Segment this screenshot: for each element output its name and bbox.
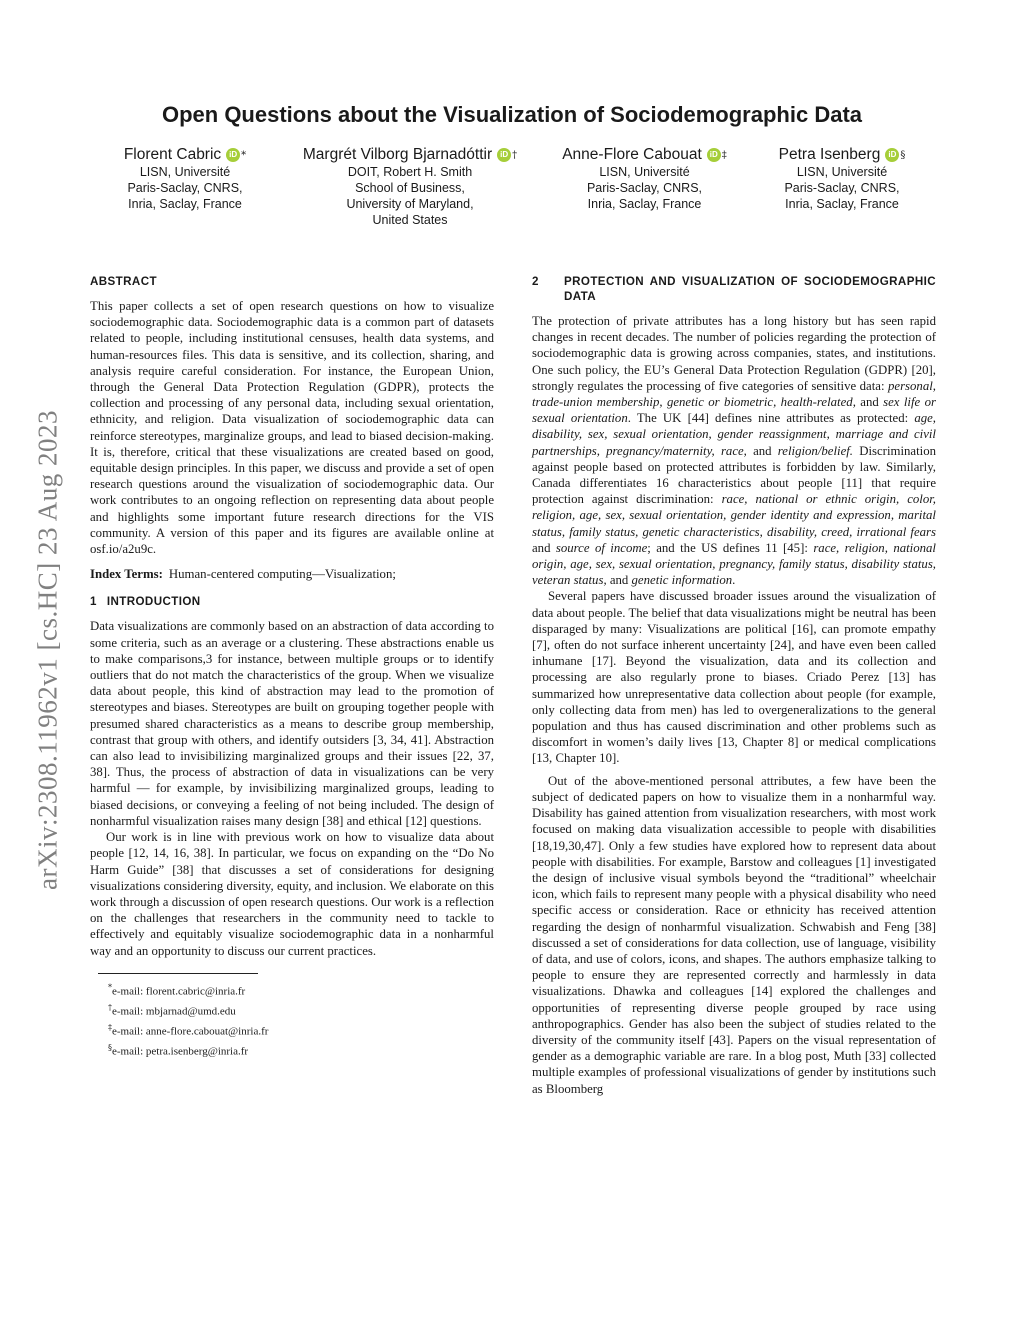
arxiv-identifier: arXiv:2308.11962v1 [cs.HC] 23 Aug 2023 xyxy=(32,410,63,890)
author-1 xyxy=(100,146,270,212)
affiliation-line: DOIT, Robert H. Smith xyxy=(347,165,473,179)
affiliation-line: LISN, Université xyxy=(599,165,690,179)
affiliation-line: Paris-Saclay, CNRS, xyxy=(127,181,243,195)
affiliation-line: School of Business, xyxy=(355,181,465,195)
author-name: Petra Isenberg xyxy=(778,146,881,163)
footnotes xyxy=(90,980,494,1061)
affiliation-line: Paris-Saclay, CNRS, xyxy=(586,181,703,195)
author-2 xyxy=(290,146,530,228)
affiliation-line: Paris-Saclay, CNRS, xyxy=(784,181,900,195)
affiliation-line: University of Maryland, xyxy=(346,197,474,211)
footnote-rule xyxy=(98,973,258,974)
paragraph: Our work is in line with previous work on how to visualize data about people [12, 14, 16, 38]. In particular, we focus on expanding on the “Do No Harm Guide” [38] that discusses a set of considerations for designing visualizations considering diversity, equity, and inclusion. We elaborate on this work through a discussion of open research questions. Our work is a reflection on the challenges that researchers in the community need to tackle to effectively and equitably visualize sociodemographic data in a nonharmful way and an opportunity to discuss our current practices. xyxy=(90,830,494,958)
author-3 xyxy=(552,146,737,212)
paragraph: Out of the above-mentioned personal attributes, a few have been the subject of dedicated papers on how to visualize them in a nonharmful way. Disability has gained attention from visualization researchers, with most work focused on making data visualization accessible to people with disabilities [18,19,30,47]. Only a few studies have explored how to represent data about people with disabilities. For example, Barstow and colleagues [1] investigated the design of inclusive visual symbols beyond the “traditional” wheelchair icon, which fails to represent many people with a physical disability who need specific access or consideration. Race or ethnicity has received attention regarding the design of nonharmful visualization. Schwabish and Feng [38] discussed a set of considerations for data collection, use of language, visibility of data, and use of colors, icons, and shapes. The authors emphasize talking to people to ensure they are represented correctly and harmlessly in data visualizations. Dhawka and colleagues [14] explored the challenges and opportunities of representing diverse people grouped by race using anthropographics. Gender has also been the subject of studies related to the diversity of the community itself [43]. Papers on the visual representation of gender as a demographic variable are rare. In a blog post, Muth [33] collected multiple examples of professional visualizations of gender by institutions such as Bloomberg xyxy=(532,773,936,1096)
affiliation-line: Inria, Saclay, France xyxy=(587,197,702,211)
author-name: Anne-Flore Cabouat xyxy=(562,146,702,163)
abstract-heading: ABSTRACT xyxy=(90,275,157,288)
paragraph: Data visualizations are commonly based on an abstraction of data according to some criteria, such as an average or a clustering. These abstractions enable us to make comparisons,3 for instance, between multiple groups or to identify outliers that do not match the characteristics of the group. When we visualize data about people, this kind of abstraction may lead to the promotion of stereotypes and biases. Stereotypes are built on grouping together people with presumed shared characteristics as a means to describe group membership, contrast that group with others, and identify outsiders [3, 34, 41]. Abstraction can also lead to invisibilizing marginalized groups and their issues [22, 37, 38]. Thus, the process of abstraction of data in visualizations can be very harmful — for example, by invisibilizing marginalized groups, leading to biased decisions, or conveying a feeling of not being included. The design of nonharmful visualization raises many design [38] and ethical [12] questions. xyxy=(90,619,494,828)
abstract-text: This paper collects a set of open research questions on how to visualize sociodemographic data. Sociodemographic data is a common part of datasets related to people, including institutional censuses, health data systems, and human-resources files. This data is sensitive, and its collection, sharing, and analysis require careful consideration. For instance, the European Union, through the General Data Protection Regulation (GDPR), protects the collection and processing of any personal data, including sexual orientation, ethnicity, and religion. Data visualization of sociodemographic data can reinforce stereotypes, marginalize groups, and lead to biased decision-making. It is, therefore, critical that these visualizations are created based on good, equitable design principles. In this paper, we discuss and provide a set of open research questions around the visualization of sociodemographic data. Our work contributes to an ongoing reflection on representing data about people and highlights some important future research directions for the VIS community. A version of this paper and its figures are available online at osf.io/a2u9c. xyxy=(90,299,494,557)
footnote: †e-mail: mbjarnad@umd.edu xyxy=(108,1002,236,1018)
orcid-icon[interactable]: iD xyxy=(497,148,511,162)
footnote: §e-mail: petra.isenberg@inria.fr xyxy=(108,1043,249,1058)
section-title: INTRODUCTION xyxy=(106,595,201,609)
section-number: 2 xyxy=(532,275,539,288)
section-2-heading xyxy=(532,274,936,304)
paragraph: The protection of private attributes has a long history but has seen rapid changes in recent decades. The number of policies regarding the protection of sociodemographic data is growing across companies, states, and institutions. One such policy, the EU’s General Data Protection Regulation (GDPR) [20], strongly regulates the processing of five categories of sensitive data: personal, trade-union membership, genetic or biometric, health-related, and sex life or sexual orientation. The UK [44] defines nine attributes as protected: age, disability, sex, sexual orientation, gender reassignment, marriage and civil partnerships, pregnancy/maternity, race, and religion/belief. Discrimination against people based on protected attributes is forbidden by law. Similarly, Canada differentiates 16 characteristics about people [11] that require protection against discrimination: race, national or ethnic origin, color, religion, age, sex, sexual orientation, gender identity and expression, marital status, family status, genetic characteristics, disability, creed, irrational fears and source of income; and the US defines 11 [45]: race, religion, national origin, age, sex, sexual orientation, pregnancy, family status, disability status, veteran status, and genetic information. xyxy=(532,314,936,588)
author-mark: ‡ xyxy=(721,149,727,161)
index-terms-label: Index Terms: xyxy=(90,567,163,582)
author-4 xyxy=(762,146,922,212)
footnote: *e-mail: florent.cabric@inria.fr xyxy=(108,982,246,998)
section-number: 1 xyxy=(90,595,97,609)
affiliation-line: Inria, Saclay, France xyxy=(128,197,242,211)
footnote: ‡e-mail: anne-flore.cabouat@inria.fr xyxy=(108,1023,269,1038)
orcid-icon[interactable]: iD xyxy=(707,148,721,162)
right-column xyxy=(532,274,936,1097)
section-title: PROTECTION AND VISUALIZATION OF SOCIODEMOGRAPHIC DATA xyxy=(564,275,936,303)
author-name: Margrét Vilborg Bjarnadóttir xyxy=(302,146,493,163)
section-1-heading xyxy=(90,594,494,609)
affiliation-line: LISN, Université xyxy=(796,165,888,179)
author-name: Florent Cabric xyxy=(123,146,222,163)
author-block xyxy=(0,146,1024,236)
author-mark: * xyxy=(241,149,247,161)
paragraph: Several papers have discussed broader issues around the visualization of data about people. The belief that data visualizations might be neutral has been disparaged by many: Visualizations are political [16], can promote empathy [7], often do not surface inherent uncertainty [24], and have even been called inhumane [17]. Beyond the visualization, data and its collection and processing are also regularly prone to biases. Criado Perez [13] has summarized how unrepresentative data collection about people (for example, only collecting data from men) has led to overgeneralizations to the general population and thus has caused discrimination and other problems such as discomfort in women’s daily lives [13, Chapter 8] or medical complications [13, Chapter 10]. xyxy=(532,589,936,766)
index-terms xyxy=(90,566,494,582)
paper-title: Open Questions about the Visualization of Sociodemographic Data xyxy=(161,102,862,127)
author-mark: † xyxy=(512,149,518,161)
orcid-icon[interactable]: iD xyxy=(226,148,240,162)
affiliation-line: LISN, Université xyxy=(139,165,231,179)
author-mark: § xyxy=(900,149,906,161)
orcid-icon[interactable]: iD xyxy=(885,148,899,162)
affiliation-line: United States xyxy=(372,213,448,227)
affiliation-line: Inria, Saclay, France xyxy=(785,197,899,211)
index-terms-value: Human-centered computing—Visualization; xyxy=(168,567,396,582)
left-column xyxy=(90,274,494,1060)
